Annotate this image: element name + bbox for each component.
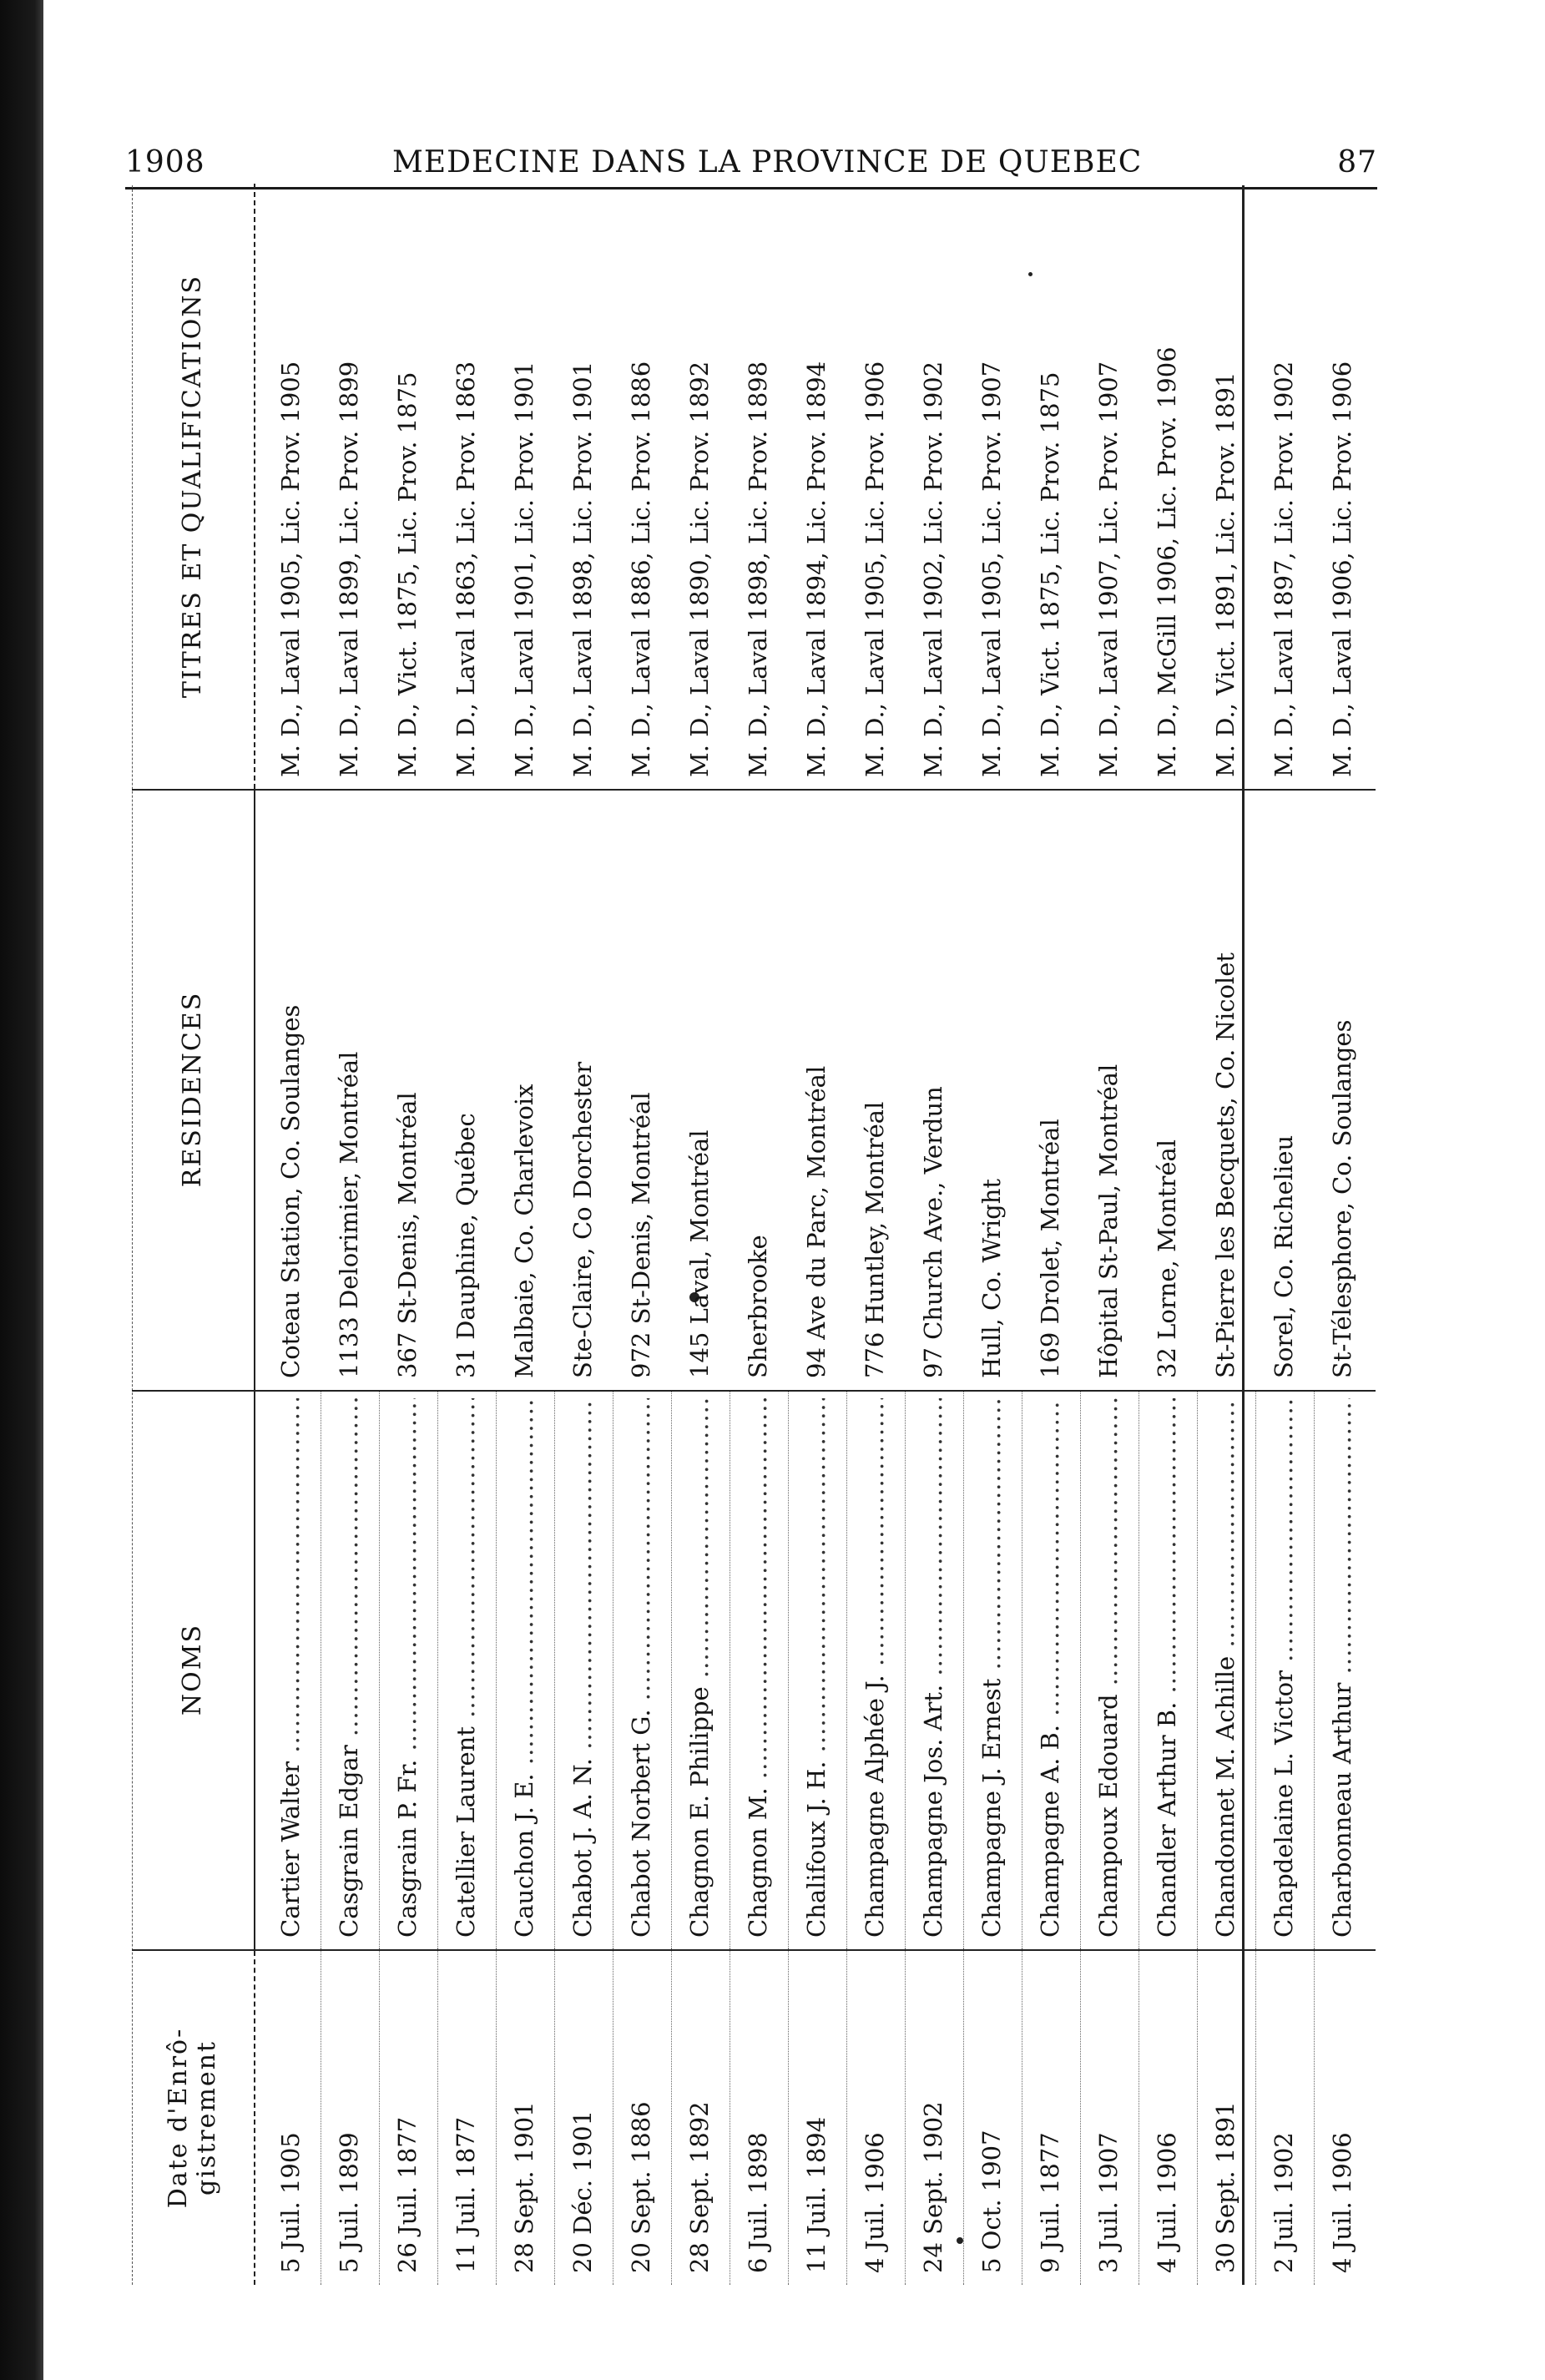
name-cell: Chandonnet M. Achille ..... <box>1197 1398 1254 1938</box>
date-cell: 30 Sept. 1891 <box>1211 2101 1240 2273</box>
residence-cell: Hull, Co. Wright <box>977 1178 1006 1378</box>
header-title-qualifications: TITRES ET QUALIFICATIONS <box>132 184 255 789</box>
title-cell: M. D., Laval 1905, Lic. Prov. 1905 <box>276 361 305 777</box>
register-table-rotated <box>132 185 1376 2285</box>
register-table <box>132 185 1376 2285</box>
date-cell: 24 Sept. 1902 <box>919 2101 947 2273</box>
row-separator <box>1314 1951 1315 2285</box>
date-cell: 5 Juil. 1899 <box>335 2132 363 2273</box>
row-separator <box>788 1390 789 1949</box>
name-cell: Chapdelaine L. Victor ..... <box>1255 1398 1312 1938</box>
residence-cell: St-Télesphore, Co. Soulanges <box>1328 1019 1356 1378</box>
date-cell: 20 Déc. 1901 <box>568 2110 597 2273</box>
name-cell: Chabot Norbert G. ..... <box>613 1398 669 1938</box>
date-cell: 5 Oct. 1907 <box>977 2130 1006 2273</box>
running-head <box>125 140 1377 189</box>
title-cell: M. D., Laval 1894, Lic. Prov. 1894 <box>802 361 831 777</box>
title-cell: M. D., Laval 1863, Lic. Prov. 1863 <box>452 361 480 777</box>
name-cell: Cartier Walter ..... <box>262 1398 319 1938</box>
name-cell: Charbonneau Arthur ..... <box>1314 1398 1371 1938</box>
header-date: Date d'Enrô-gistrement <box>132 1951 255 2285</box>
title-cell: M. D., Laval 1901, Lic. Prov. 1901 <box>510 361 538 777</box>
residence-cell: 1133 Delorimier, Montréal <box>335 1051 363 1378</box>
row-separator <box>963 1951 964 2285</box>
date-cell: 6 Juil. 1898 <box>744 2132 772 2273</box>
name-cell: Chabot J. A. N. ..... <box>554 1398 611 1938</box>
name-cell: Cauchon J. E. ..... <box>496 1398 553 1938</box>
row-separator <box>437 1951 438 2285</box>
residence-cell: 32 Lorne, Montréal <box>1153 1139 1181 1378</box>
title-cell: M. D., Laval 1886, Lic. Prov. 1886 <box>627 361 655 777</box>
date-cell: 4 Juil. 1906 <box>1153 2132 1181 2273</box>
name-cell: Champagne J. Ernest ..... <box>963 1398 1020 1938</box>
name-cell: Champagne Jos. Art. ..... <box>905 1398 962 1938</box>
title-cell: M. D., Laval 1902, Lic. Prov. 1902 <box>919 361 947 777</box>
name-cell: Chalifoux J. H. ..... <box>788 1398 845 1938</box>
row-separator <box>1314 1390 1315 1949</box>
scan-binding-edge <box>0 0 43 2380</box>
column-date <box>132 1951 1376 2285</box>
column-title <box>132 184 1376 791</box>
row-separator <box>496 1951 497 2285</box>
name-cell: Chagnon M. ..... <box>730 1398 786 1938</box>
title-cell: M. D., Laval 1899, Lic. Prov. 1899 <box>335 361 363 777</box>
column-name <box>132 1390 1376 1951</box>
date-cell: 20 Sept. 1886 <box>627 2101 655 2273</box>
name-cell: Champagne A. B. ..... <box>1022 1398 1078 1938</box>
title-cell: M. D., McGill 1906, Lic. Prov. 1906 <box>1153 346 1181 777</box>
residence-cell: 97 Church Ave., Verdun <box>919 1086 947 1378</box>
date-cell: 11 Juil. 1894 <box>802 2116 831 2273</box>
title-cell: M. D., Laval 1906, Lic. Prov. 1906 <box>1328 361 1356 777</box>
row-separator <box>437 1390 438 1949</box>
date-cell: 28 Sept. 1892 <box>685 2101 714 2273</box>
row-separator <box>846 1390 847 1949</box>
name-cell: Champoux Edouard ..... <box>1080 1398 1137 1938</box>
residence-cell: St-Pierre les Becquets, Co. Nicolet <box>1211 952 1240 1378</box>
row-separator <box>554 1951 555 2285</box>
residence-cell: Ste-Claire, Co Dorchester <box>568 1061 597 1378</box>
residence-cell: Coteau Station, Co. Soulanges <box>276 1004 305 1378</box>
date-cell: 5 Juil. 1905 <box>276 2132 305 2273</box>
column-residence <box>132 789 1376 1392</box>
header-residence: RESIDENCES <box>132 789 255 1390</box>
residence-cell: 776 Huntley, Montréal <box>861 1101 889 1378</box>
title-cell: M. D., Laval 1898, Lic. Prov. 1898 <box>744 361 772 777</box>
title-cell: M. D., Laval 1890, Lic. Prov. 1892 <box>685 361 714 777</box>
name-cell: Casgrain Edgar ..... <box>321 1398 377 1938</box>
title-cells <box>254 184 1376 789</box>
title-cell: M. D., Laval 1898, Lic. Prov. 1901 <box>568 361 597 777</box>
row-separator <box>1255 1951 1256 2285</box>
row-separator <box>1255 1390 1256 1949</box>
row-separator <box>788 1951 789 2285</box>
row-separator <box>496 1390 497 1949</box>
residence-cell: 169 Drolet, Montréal <box>1036 1119 1064 1378</box>
row-separator <box>554 1390 555 1949</box>
row-separator <box>671 1390 672 1949</box>
residence-cell: Malbaie, Co. Charlevoix <box>510 1084 538 1378</box>
date-cell: 2 Juil. 1902 <box>1270 2132 1298 2273</box>
row-separator <box>905 1390 906 1949</box>
title-cell: M. D., Vict. 1891, Lic. Prov. 1891 <box>1211 371 1240 777</box>
date-cell: 3 Juil. 1907 <box>1094 2132 1123 2273</box>
title-cell: M. D., Laval 1905, Lic. Prov. 1907 <box>977 361 1006 777</box>
residence-cell: 94 Ave du Parc, Montréal <box>802 1065 831 1378</box>
date-cell: 28 Sept. 1901 <box>510 2101 538 2273</box>
residence-cells <box>254 789 1376 1390</box>
date-cell: 4 Juil. 1906 <box>861 2132 889 2273</box>
residence-cell: 31 Dauphine, Québec <box>452 1113 480 1378</box>
row-separator <box>379 1951 380 2285</box>
header-name: NOMS <box>132 1390 255 1949</box>
title-cell: M. D., Vict. 1875, Lic. Prov. 1875 <box>1036 371 1064 777</box>
residence-cell: 972 St-Denis, Montréal <box>627 1092 655 1378</box>
title-cell: M. D., Laval 1907, Lic. Prov. 1907 <box>1094 361 1123 777</box>
row-separator <box>846 1951 847 2285</box>
page-number: 87 <box>1337 145 1377 179</box>
residence-cell: Sorel, Co. Richelieu <box>1270 1134 1298 1378</box>
title-cell: M. D., Laval 1905, Lic. Prov. 1906 <box>861 361 889 777</box>
row-separator <box>671 1951 672 2285</box>
name-cells <box>254 1390 1376 1949</box>
row-separator <box>1080 1390 1081 1949</box>
residence-cell: Sherbrooke <box>744 1235 772 1378</box>
date-cell: 9 Juil. 1877 <box>1036 2132 1064 2273</box>
row-separator <box>1197 1390 1198 1949</box>
row-separator <box>379 1390 380 1949</box>
title-cell: M. D., Laval 1897, Lic. Prov. 1902 <box>1270 361 1298 777</box>
title-cell: M. D., Vict. 1875, Lic. Prov. 1875 <box>393 371 422 777</box>
header-title: MEDECINE DANS LA PROVINCE DE QUEBEC <box>392 145 1143 179</box>
name-cell: Catellier Laurent ..... <box>437 1398 494 1938</box>
date-cells <box>254 1951 1376 2285</box>
residence-cell: 367 St-Denis, Montréal <box>393 1092 422 1378</box>
name-cell: Chagnon E. Philippe ..... <box>671 1398 728 1938</box>
date-cell: 26 Juil. 1877 <box>393 2116 422 2273</box>
row-separator <box>1197 1951 1198 2285</box>
row-separator <box>1080 1951 1081 2285</box>
row-separator <box>905 1951 906 2285</box>
row-separator <box>963 1390 964 1949</box>
date-cell: 11 Juil. 1877 <box>452 2116 480 2273</box>
date-cell: 4 Juil. 1906 <box>1328 2132 1356 2273</box>
name-cell: Casgrain P. Fr. ..... <box>379 1398 436 1938</box>
name-cell: Champagne Alphée J. ..... <box>846 1398 903 1938</box>
residence-cell: 145 Laval, Montréal <box>685 1129 714 1378</box>
name-cell: Chandler Arthur B. ..... <box>1139 1398 1195 1938</box>
residence-cell: Hôpital St-Paul, Montréal <box>1094 1064 1123 1378</box>
header-year: 1908 <box>125 145 205 179</box>
